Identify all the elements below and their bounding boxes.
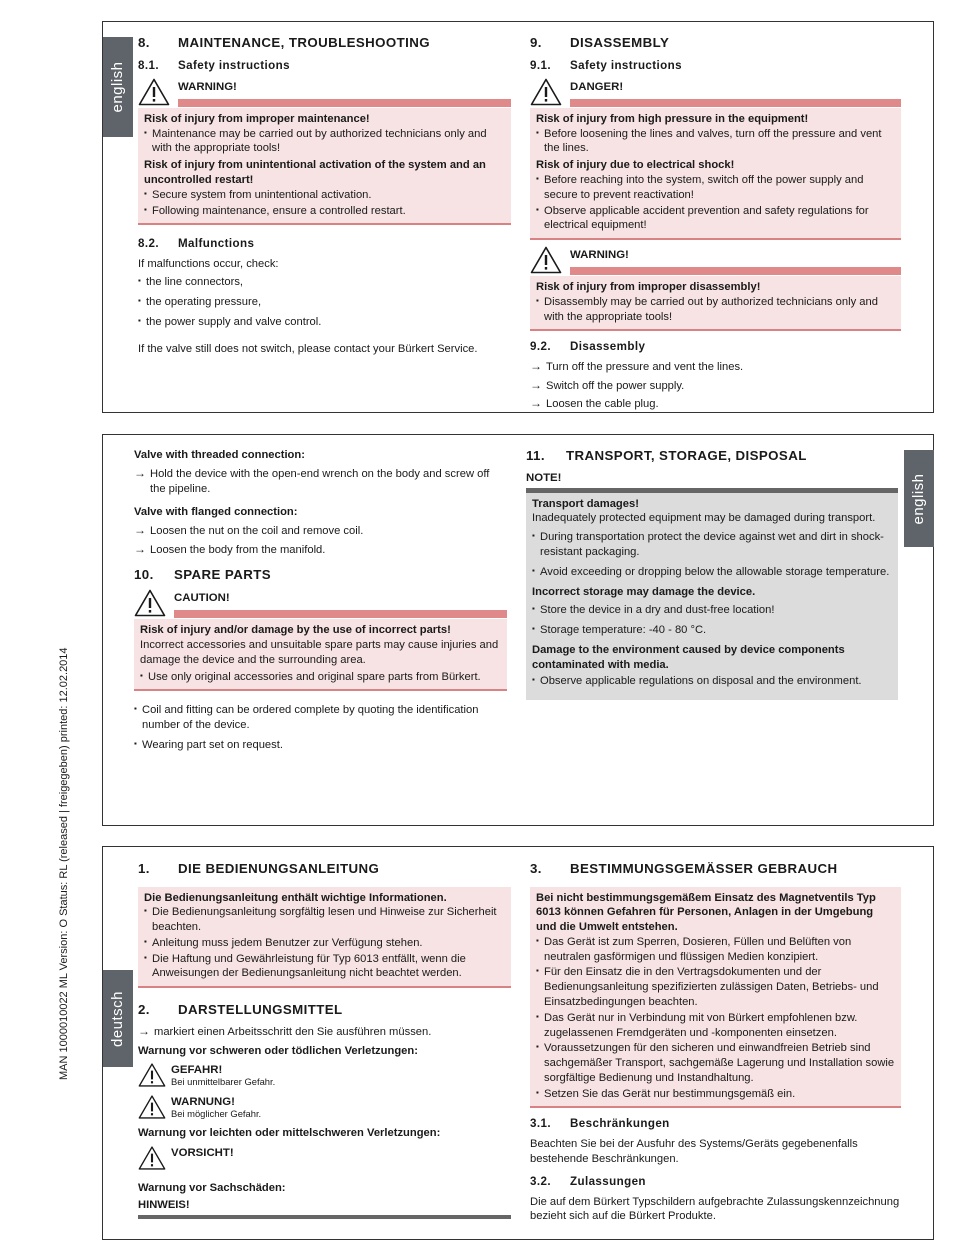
label: Valve with threaded connection: bbox=[134, 449, 305, 461]
list-item: ▪ Anleitung muss jedem Benutzer zur Verfügung stehen. bbox=[144, 936, 505, 951]
section-heading: 11. TRANSPORT, STORAGE, DISPOSAL bbox=[526, 448, 807, 463]
list-item: ▪ the power supply and valve control. bbox=[138, 315, 511, 330]
list-item: ▪ Observe applicable accident prevention and safety regulations for electrical equipment! bbox=[536, 204, 895, 234]
note-label: NOTE! bbox=[526, 471, 562, 484]
list-item: ▪ Use only original accessories and original spare parts from Bürkert. bbox=[140, 670, 501, 685]
step-item: → markiert einen Arbeitsschritt den Sie ausführen müssen. bbox=[138, 1025, 511, 1040]
list-item: ▪ Setzen Sie das Gerät nur bestimmungsgemäß ein. bbox=[536, 1087, 895, 1102]
list-item: ▪ Für den Einsatz die in den Vertragsdokumenten und der Bedienungsanleitung spezifizierten zulässigen Daten, Betriebs- und Einsatzbedingungen beachten. bbox=[536, 965, 895, 1009]
note-box: Transport damages! Inadequately protected equipment may be damaged during transport. ▪ During transportation protect the device against wet and dirt in shock-resistant packaging. ▪ Avoid exceeding or dropping below the allowable storage temperature. Incorrect storage may damage the device. ▪ Store the device in a dry and dust-free location! ▪ Storage temperature: -40 - 80 °C. Damage to the environment caused by device components contaminated with media. ▪ Observe applicable regulations on disposal and the environment. bbox=[526, 493, 898, 701]
paragraph: Beachten Sie bei der Ausfuhr des Systems/Geräts gegebenenfalls bestehende Beschränkungen. bbox=[530, 1137, 858, 1165]
paragraph: If malfunctions occur, check: bbox=[138, 257, 279, 270]
list-item: ▪ Das Gerät ist zum Sperren, Dosieren, Füllen und Belüften von neutralen gasförmigen und flüssigen Medien konzipiert. bbox=[536, 935, 895, 965]
subsection-heading: 8.1. Safety instructions bbox=[138, 58, 290, 72]
language-tab-english: english bbox=[904, 450, 934, 547]
caution-signal: CAUTION! bbox=[134, 589, 507, 619]
info-box: Die Bedienungsanleitung enthält wichtige Informationen. ▪ Die Bedienungsanleitung sorgfältig lesen und Hinweise zur Sicherheit beachten. ▪ Anleitung muss jedem Benutzer zur Verfügung stehen. ▪ Die Haftung und Gewährleistung für Typ 6013 entfällt, wenn die Anweisungen der Bedienungsanleitung nicht beachtet werden. bbox=[138, 887, 511, 989]
bedienungsanleitung-column bbox=[138, 860, 511, 1219]
label: Warnung vor Sachschäden: bbox=[138, 1182, 286, 1195]
warnung-signal: WARNUNG! Bei möglicher Gefahr. bbox=[138, 1094, 511, 1124]
list-item: ▪ Die Haftung und Gewährleistung für Typ 6013 entfällt, wenn die Anweisungen der Bedienungsanleitung nicht beachtet werden. bbox=[144, 952, 505, 982]
list-item: ▪ Before reaching into the system, switch off the power supply and secure to prevent reactivation! bbox=[536, 173, 895, 203]
list-item: ▪ Maintenance may be carried out by authorized technicians only and with the appropriate tools! bbox=[144, 127, 505, 157]
list-item: ▪ Die Bedienungsanleitung sorgfältig lesen und Hinweise zur Sicherheit beachten. bbox=[144, 905, 505, 935]
subsection-heading: 8.2. Malfunctions bbox=[138, 237, 255, 251]
caution-box: Risk of injury and/or damage by the use of incorrect parts! Incorrect accessories and unsuitable spare parts may cause injuries and damage the device and the surrounding area. ▪ Use only original accessories and original spare parts from Bürkert. bbox=[134, 619, 507, 691]
spare-parts-column bbox=[134, 448, 507, 758]
list-item: ▪ Das Gerät nur in Verbindung mit von Bürkert empfohlenen bzw. zugelassenen Fremdgeräten und -komponenten einsetzen. bbox=[536, 1011, 895, 1041]
warning-triangle-icon bbox=[138, 1094, 166, 1120]
danger-signal: DANGER! bbox=[530, 78, 901, 108]
list-item: ▪ Avoid exceeding or dropping below the allowable storage temperature. bbox=[532, 565, 892, 580]
list-item: ▪ Secure system from unintentional activation. bbox=[144, 188, 505, 203]
warning-triangle-icon bbox=[138, 1145, 166, 1171]
bestimmungsgemaesser-gebrauch-column bbox=[530, 860, 901, 1228]
section-heading: 2. DARSTELLUNGSMITTEL bbox=[138, 1002, 343, 1018]
warning-box: Risk of injury from improper maintenance! ▪ Maintenance may be carried out by authorized technicians only and with the appropriate tools! Risk of injury from unintentional activation of the system and an uncontrolled restart! ▪ Secure system from unintentional activation. ▪ Following maintenance, ensure a controlled restart. bbox=[138, 108, 511, 225]
paragraph: Die auf dem Bürkert Typschildern aufgebrachte Zulassungskennzeichnung bezieht sich auf die Bürkert Produkte. bbox=[530, 1195, 900, 1223]
section-heading: 3. BESTIMMUNGSGEMÄSSER GEBRAUCH bbox=[530, 861, 838, 876]
warning-triangle-icon bbox=[530, 78, 562, 106]
language-tab-deutsch: deutsch bbox=[103, 970, 133, 1067]
warning-triangle-icon bbox=[530, 246, 562, 274]
subsection-heading: 3.2. Zulassungen bbox=[530, 1175, 646, 1189]
subsection-heading: 3.1. Beschränkungen bbox=[530, 1117, 670, 1131]
page-maintenance-disassembly bbox=[102, 21, 934, 413]
warning-triangle-icon bbox=[138, 78, 170, 106]
step-item: → Turn off the pressure and vent the lines. bbox=[530, 360, 901, 375]
disassembly-column bbox=[530, 34, 901, 416]
list-item: ▪ Store the device in a dry and dust-free location! bbox=[532, 603, 892, 618]
list-item: ▪ Following maintenance, ensure a controlled restart. bbox=[144, 204, 505, 219]
step-item: → Switch off the power supply. bbox=[530, 379, 901, 394]
section-heading: 8. MAINTENANCE, TROUBLESHOOTING bbox=[138, 35, 431, 50]
label: Valve with flanged connection: bbox=[134, 506, 298, 519]
list-item: ▪ Disassembly may be carried out by authorized technicians only and with the appropriate tools! bbox=[536, 295, 895, 325]
list-item: ▪ Coil and fitting can be ordered complete by quoting the identification number of the device. bbox=[134, 703, 507, 733]
warning-signal: WARNING! bbox=[530, 246, 901, 276]
section-heading: 1. DIE BEDIENUNGSANLEITUNG bbox=[138, 861, 380, 876]
step-item: → Loosen the body from the manifold. bbox=[134, 543, 507, 558]
transport-column bbox=[526, 447, 898, 700]
gefahr-signal: GEFAHR! Bei unmittelbarer Gefahr. bbox=[138, 1062, 511, 1092]
step-item: → Hold the device with the open-end wrench on the body and screw off the pipeline. bbox=[134, 467, 507, 497]
language-tab-english: english bbox=[103, 37, 133, 137]
list-item: ▪ Observe applicable regulations on disposal and the environment. bbox=[532, 674, 892, 689]
maintenance-column bbox=[138, 34, 511, 357]
list-item: ▪ During transportation protect the device against wet and dirt in shock-resistant packaging. bbox=[532, 530, 892, 560]
list-item: ▪ the line connectors, bbox=[138, 275, 511, 290]
label: Warnung vor leichten oder mittelschweren Verletzungen: bbox=[138, 1127, 441, 1140]
warning-box: Risk of injury from improper disassembly! ▪ Disassembly may be carried out by authorized technicians only and with the appropriate tools! bbox=[530, 276, 901, 331]
section-heading: 10. SPARE PARTS bbox=[134, 566, 271, 582]
document-status-text: MAN 1000010022 ML Version: O Status: RL (released | freigegeben) printed: 12.02.2014 bbox=[58, 647, 70, 1080]
list-item: ▪ Storage temperature: -40 - 80 °C. bbox=[532, 623, 892, 638]
page-german-intro bbox=[102, 846, 934, 1240]
vorsicht-signal: VORSICHT! bbox=[138, 1145, 511, 1175]
step-item: → Loosen the cable plug. bbox=[530, 397, 901, 412]
list-item: ▪ Before loosening the lines and valves, turn off the pressure and vent the lines. bbox=[536, 127, 895, 157]
list-item: ▪ Voraussetzungen für den sicheren und einwandfreien Betrieb sind sachgemäßer Transport, sachgemäße Lagerung und Installation sowie sorgfältige Bedienung und Instandhaltung. bbox=[536, 1041, 895, 1085]
section-heading: 9. DISASSEMBLY bbox=[530, 35, 670, 50]
warning-signal: WARNING! bbox=[138, 78, 511, 108]
subsection-heading: 9.2. Disassembly bbox=[530, 340, 646, 354]
label: Warnung vor schweren oder tödlichen Verletzungen: bbox=[138, 1044, 418, 1057]
hinweis-label: HINWEIS! bbox=[138, 1198, 190, 1211]
list-item: ▪ the operating pressure, bbox=[138, 295, 511, 310]
danger-box: Risk of injury from high pressure in the equipment! ▪ Before loosening the lines and valves, turn off the pressure and vent the lines. Risk of injury due to electrical shock! ▪ Before reaching into the system, switch off the power supply and secure to prevent reactivation! ▪ Observe applicable accident prevention and safety regulations for electrical equipment! bbox=[530, 108, 901, 240]
page-spare-parts-transport bbox=[102, 434, 934, 826]
subsection-heading: 9.1. Safety instructions bbox=[530, 58, 682, 72]
warning-triangle-icon bbox=[134, 589, 166, 617]
paragraph: If the valve still does not switch, please contact your Bürkert Service. bbox=[138, 342, 478, 355]
warning-triangle-icon bbox=[138, 1062, 166, 1088]
list-item: ▪ Wearing part set on request. bbox=[134, 738, 507, 753]
warning-box: Bei nicht bestimmungsgemäßem Einsatz des Magnetventils Typ 6013 können Gefahren für Personen, Anlagen in der Umgebung und die Umwelt entstehen. ▪ Das Gerät ist zum Sperren, Dosieren, Füllen und Belüften von neutralen gasförmigen und flüssigen Medien konzipiert. ▪ Für den Einsatz die in den Vertragsdokumenten und der Bedienungsanleitung spezifizierten zulässigen Daten, Betriebs- und Einsatzbedingungen beachten. ▪ Das Gerät nur in Verbindung mit von Bürkert empfohlenen bzw. zugelassenen Fremdgeräten und -komponenten einsetzen. ▪ Voraussetzungen für den sicheren und einwandfreien Betrieb sind sachgemäßer Transport, sachgemäße Lagerung und Installation sowie sorgfältige Bedienung und Instandhaltung. ▪ Setzen Sie das Gerät nur bestimmungsgemäß ein. bbox=[530, 887, 901, 1109]
hinweis-bar bbox=[138, 1215, 511, 1219]
step-item: → Loosen the nut on the coil and remove coil. bbox=[134, 524, 507, 539]
